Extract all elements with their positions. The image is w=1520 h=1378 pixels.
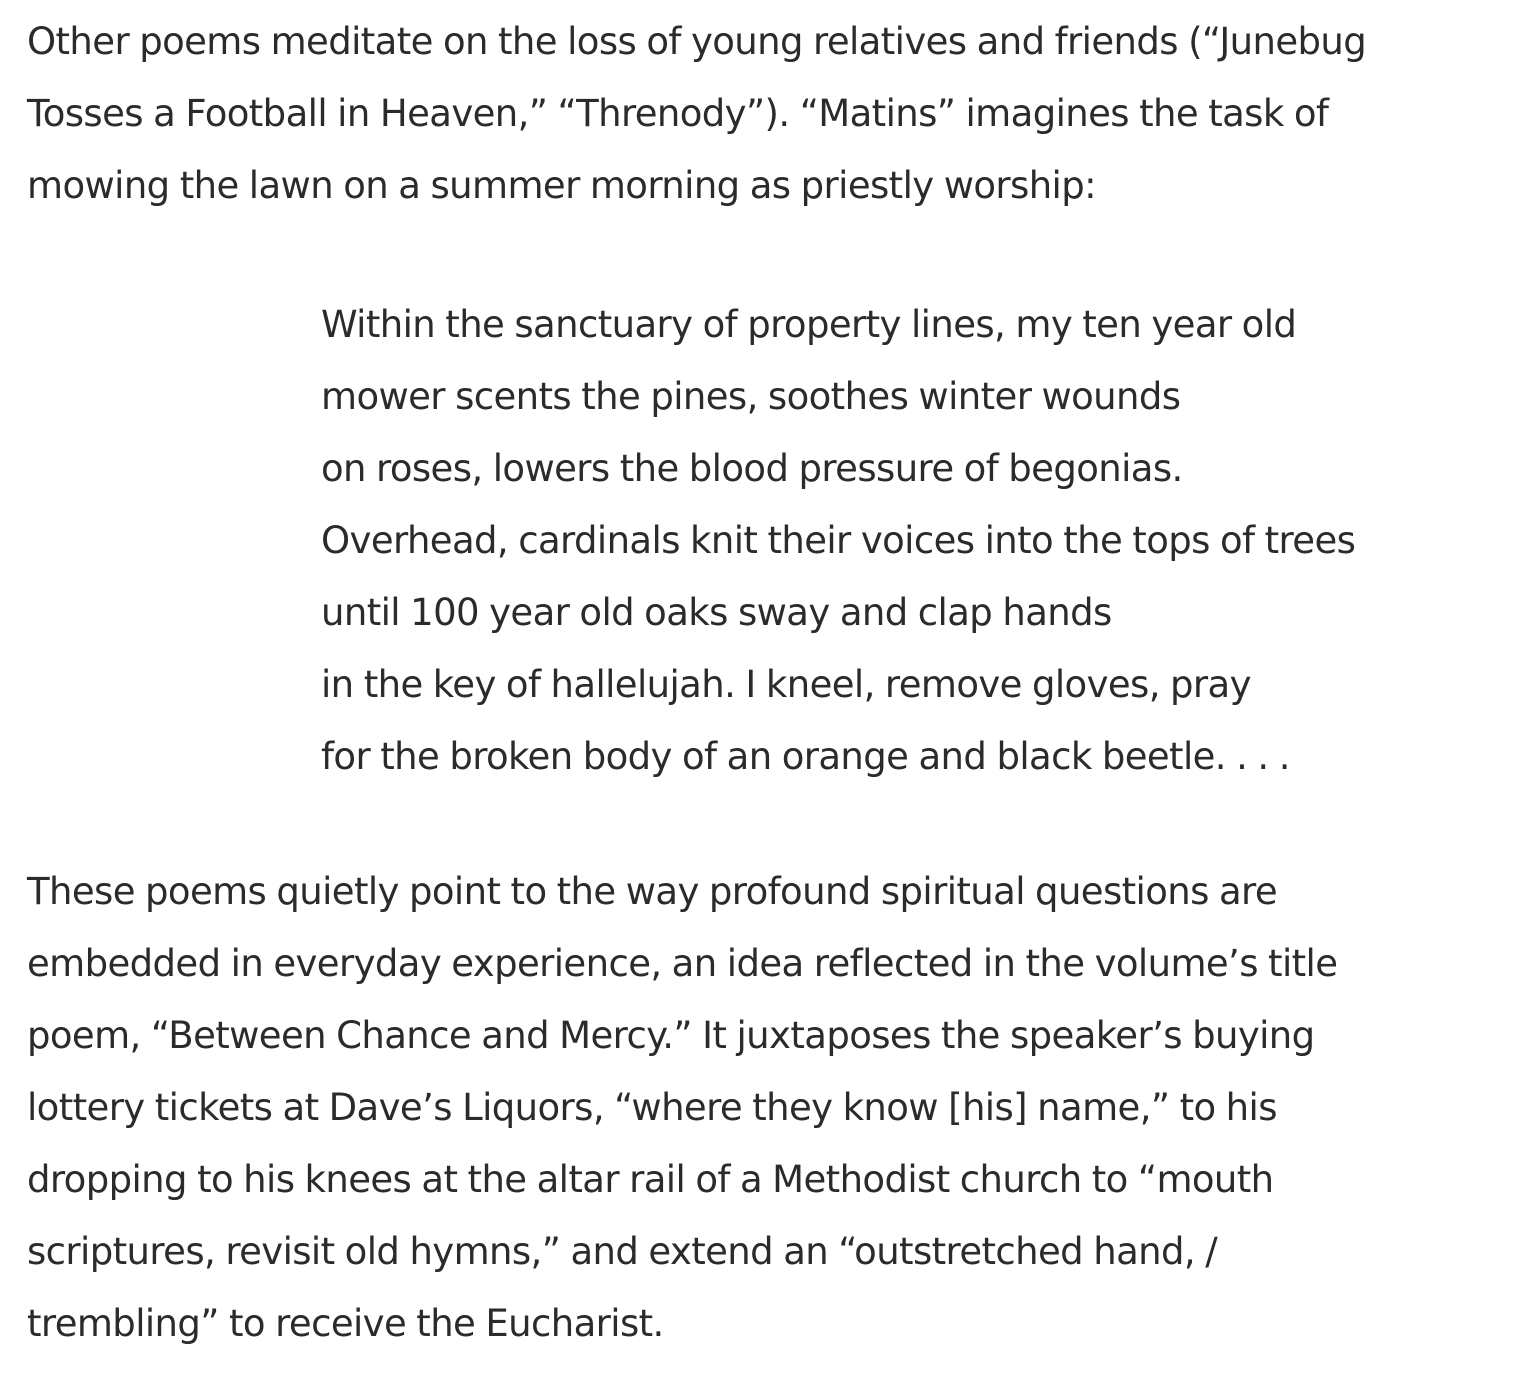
text-line: scriptures, revisit old hymns,” and extend an “outstretched hand, / [27, 1230, 1218, 1273]
article-body [27, 0, 1502, 1360]
poem-excerpt [27, 289, 1502, 793]
poem-line: mower scents the pines, soothes winter wounds [321, 375, 1181, 418]
body-paragraph [27, 856, 1502, 1360]
text-line: trembling” to receive the Eucharist. [27, 1302, 664, 1345]
poem-line: for the broken body of an orange and black beetle. . . . [321, 735, 1290, 778]
text-line: dropping to his knees at the altar rail of a Methodist church to “mouth [27, 1158, 1274, 1201]
text-line: Other poems meditate on the loss of young relatives and friends (“Junebug [27, 20, 1367, 63]
intro-paragraph [27, 6, 1502, 222]
poem-line: on roses, lowers the blood pressure of begonias. [321, 447, 1183, 490]
text-line: embedded in everyday experience, an idea reflected in the volume’s title [27, 942, 1338, 985]
poem-line: in the key of hallelujah. I kneel, remove gloves, pray [321, 663, 1251, 706]
poem-line: Overhead, cardinals knit their voices into the tops of trees [321, 519, 1356, 562]
text-line: Tosses a Football in Heaven,” “Threnody”). “Matins” imagines the task of [27, 92, 1329, 135]
text-line: These poems quietly point to the way profound spiritual questions are [27, 870, 1277, 913]
text-line: poem, “Between Chance and Mercy.” It juxtaposes the speaker’s buying [27, 1014, 1315, 1057]
poem-line: until 100 year old oaks sway and clap hands [321, 591, 1112, 634]
text-line: lottery tickets at Dave’s Liquors, “where they know [his] name,” to his [27, 1086, 1277, 1129]
text-line: mowing the lawn on a summer morning as priestly worship: [27, 164, 1096, 207]
poem-line: Within the sanctuary of property lines, my ten year old [321, 303, 1297, 346]
